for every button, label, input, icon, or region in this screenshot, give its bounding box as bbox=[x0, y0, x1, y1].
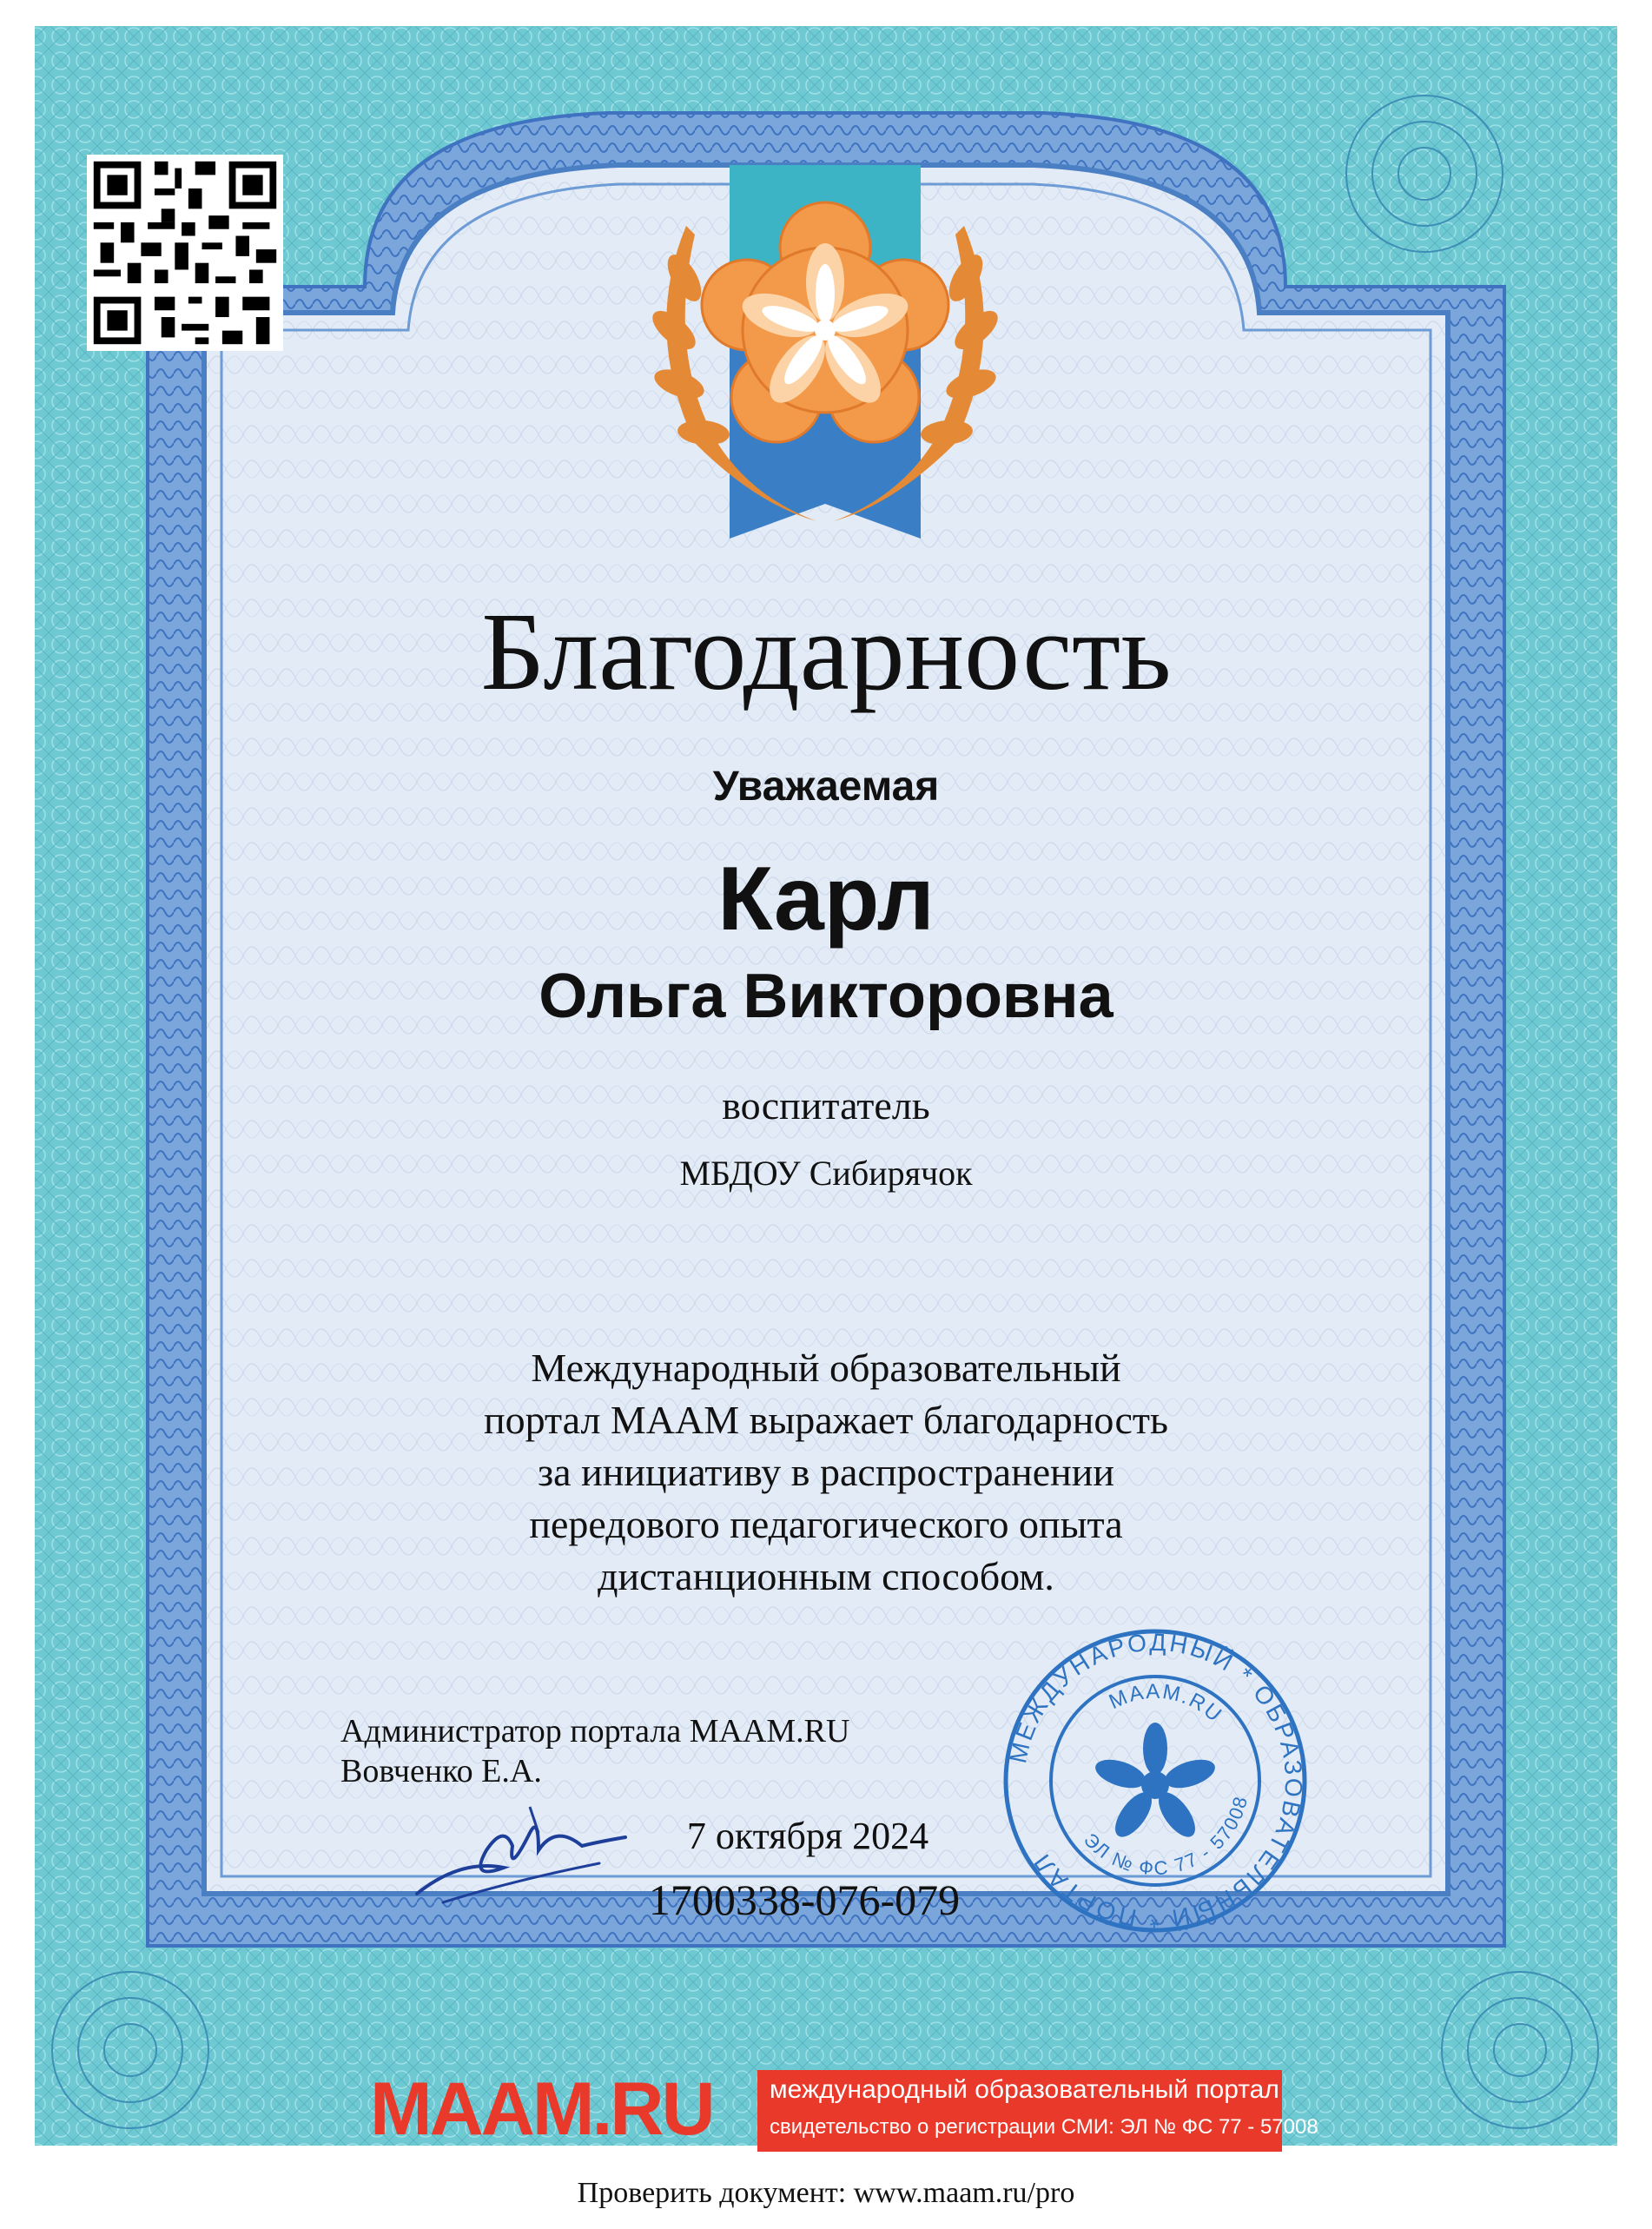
medal-emblem bbox=[591, 156, 1060, 547]
message-line: дистанционным способом. bbox=[598, 1554, 1054, 1598]
recipient-organization: МБДОУ Сибирячок bbox=[679, 1154, 973, 1193]
message-line: портал МААМ выражает благодарность bbox=[483, 1398, 1169, 1442]
seal-inner-bottom-text: ЭЛ № ФС 77 - 57008 bbox=[1079, 1793, 1252, 1880]
signature bbox=[408, 1798, 634, 1920]
recipient-surname: Карл bbox=[717, 849, 935, 949]
administrator-name: Вовченко Е.А. bbox=[340, 1753, 542, 1789]
maam-logo: MAAM.RU bbox=[370, 2067, 713, 2151]
administrator-title: Администратор портала MAAM.RU bbox=[340, 1713, 850, 1749]
recipient-position: воспитатель bbox=[722, 1083, 930, 1128]
portal-banner bbox=[757, 2070, 1318, 2152]
banner-registration: свидетельство о регистрации СМИ: ЭЛ № ФС 77 - 57008 bbox=[770, 2115, 1318, 2139]
verify-document-link[interactable]: Проверить документ: www.maam.ru/pro bbox=[577, 2177, 1075, 2209]
message-line: Международный образовательный bbox=[531, 1346, 1121, 1390]
administrator-block bbox=[340, 1711, 849, 1791]
salutation: Уважаемая bbox=[712, 764, 940, 810]
message-line: за инициативу в распространении bbox=[538, 1450, 1114, 1494]
issue-date: 7 октября 2024 bbox=[686, 1815, 929, 1857]
qr-code bbox=[87, 155, 283, 351]
banner-portal-name: международный образовательный портал bbox=[770, 2075, 1279, 2104]
recipient-given-names: Ольга Викторовна bbox=[539, 962, 1113, 1031]
seal-inner-top-text: MAAM.RU bbox=[1105, 1679, 1227, 1728]
certificate-title: Благодарность bbox=[480, 590, 1172, 713]
seal-outer-text: МЕЖДУНАРОДНЫЙ * ОБРАЗОВАТЕЛЬНЫЙ * ПОРТАЛ bbox=[1004, 1628, 1308, 1934]
official-seal bbox=[999, 1624, 1312, 1937]
document-number: 1700338-076-079 bbox=[648, 1875, 961, 1924]
gratitude-message bbox=[0, 1342, 1652, 1603]
asterisk-flower-icon bbox=[1092, 1723, 1219, 1842]
message-line: передового педагогического опыта bbox=[529, 1502, 1123, 1546]
